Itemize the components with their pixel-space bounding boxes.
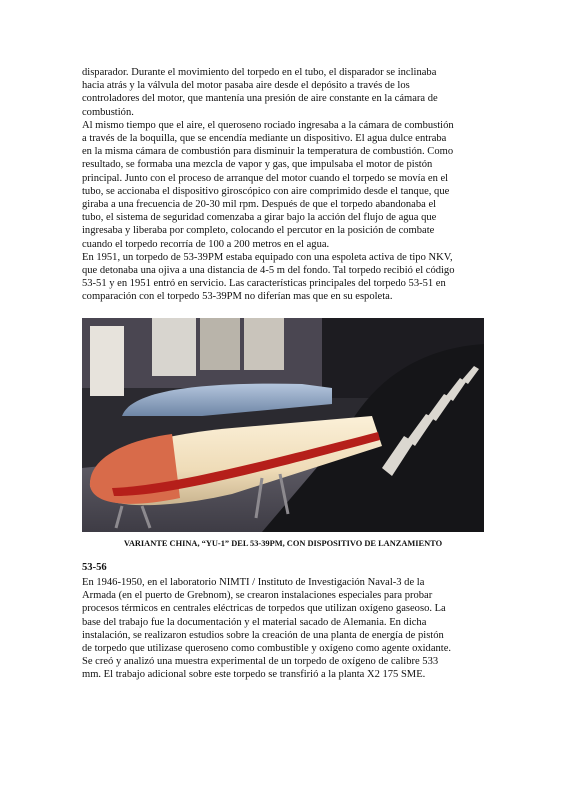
figure-caption: VARIANTE CHINA, “YU-1” DEL 53-39PM, CON DISPOSITIVO DE LANZAMIENTO — [123, 539, 443, 548]
torpedo-photo — [82, 318, 484, 532]
text-line: principal. Junto con el proceso de arranque del motor cuando el torpedo se movía en el — [82, 172, 449, 184]
text-line: tubo, el sistema de seguridad comenzaba a girar bajo la acción del flujo de agua que — [82, 212, 437, 224]
window — [244, 318, 284, 370]
display-panel — [90, 326, 124, 396]
text-line: giraba a una frecuencia de 20-30 mil rpm. Después de que el torpedo abandonaba el — [82, 199, 437, 211]
text-line: En 1946-1950, en el laboratorio NIMTI / Instituto de Investigación Naval-3 de la — [82, 577, 425, 588]
text-line: hacia atrás y la válvula del motor pasaba aire desde el depósito a través de los — [82, 80, 410, 92]
text-line: base del trabajo fue la documentación y el material sacado de Alemania. En dicha — [82, 616, 427, 628]
text-line: resultado, se formaba una mezcla de vapor y gas, que impulsaba el motor de pistón — [82, 159, 433, 171]
text-line: Se creó y analizó una muestra experimental de un torpedo de oxígeno de calibre 533 — [82, 656, 439, 668]
window — [152, 318, 196, 376]
text-line: de torpedo que utilizase queroseno como combustible y oxígeno como agente oxidante. — [82, 643, 452, 655]
body-text-section — [82, 576, 494, 682]
text-line: Armada (en el puerto de Grebnom), se crearon instalaciones especiales para probar — [82, 590, 433, 602]
text-line: tubo, se accionaba el dispositivo giroscópico con aire comprimido desde el tanque, que — [82, 185, 450, 197]
section-heading: 53-56 — [82, 562, 107, 573]
body-text-top — [82, 66, 494, 304]
text-line: Al mismo tiempo que el aire, el queroseno rociado ingresaba a la cámara de combustión — [82, 119, 454, 131]
text-line: que detonaba una ojiva a una distancia de 4-5 m del fondo. Tal torpedo recibió el código — [82, 265, 455, 277]
window — [200, 318, 240, 370]
text-line: a través de la boquilla, que se encendía mediante un dispositivo. El agua dulce entraba — [82, 133, 447, 145]
text-line: En 1951, un torpedo de 53-39PM estaba equipado con una espoleta activa de tipo NKV, — [82, 251, 453, 263]
text-line: controladores del motor, que mantenía una presión de aire constante en la cámara de — [82, 93, 438, 105]
text-line: en la misma cámara de combustión para disminuir la temperatura de combustión. Como — [82, 146, 454, 158]
text-line: 53-51 y en 1951 entró en servicio. Las características principales del torpedo 53-51 en — [82, 278, 446, 290]
text-line: mm. El trabajo adicional sobre este torpedo se transfirió a la planta X2 175 SME. — [82, 669, 426, 681]
text-line: procesos térmicos en centrales eléctricas de torpedos que utilizan oxígeno gaseoso. La — [82, 603, 446, 615]
text-line: disparador. Durante el movimiento del torpedo en el tubo, el disparador se inclinaba — [82, 67, 437, 78]
text-line: cuando el torpedo recorría de 100 a 200 metros en el agua. — [82, 238, 330, 250]
text-line: instalación, se realizaron estudios sobre la creación de una planta de energía de pistón — [82, 629, 444, 641]
text-line: combustión. — [82, 106, 134, 118]
torpedo-illustration — [82, 318, 484, 532]
text-line: comparación con el torpedo 53-39PM no diferían mas que en su espoleta. — [82, 291, 393, 303]
text-line: ingresaba y liberaba por completo, colocando el percutor en la posición de combate — [82, 225, 435, 237]
